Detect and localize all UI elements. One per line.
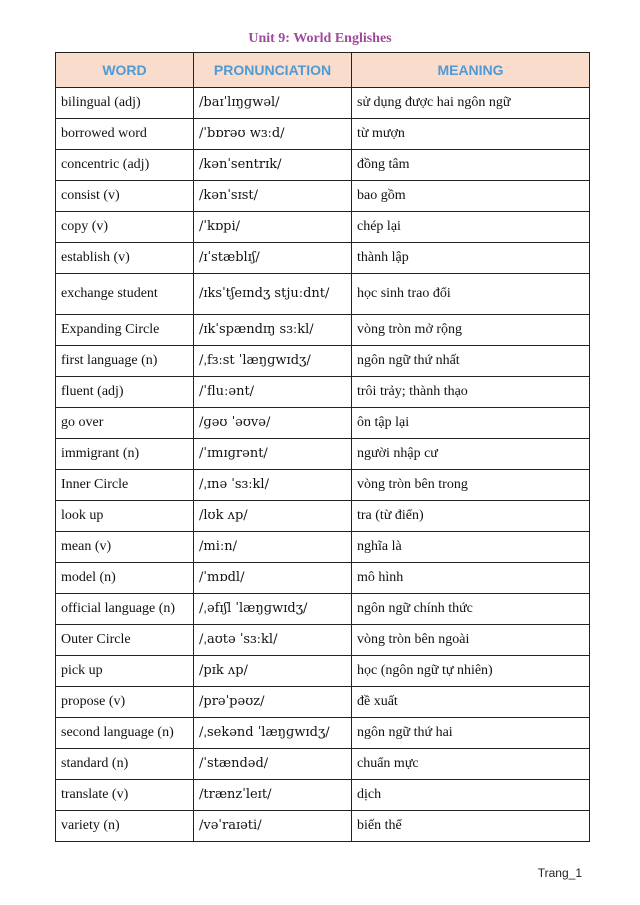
pronunciation-cell: /ɪkˈspændɪŋ sɜːkl/: [194, 315, 352, 346]
word-cell: first language (n): [56, 346, 194, 377]
table-row: [56, 718, 590, 749]
page-number: Trang_1: [537, 866, 582, 880]
word-cell: consist (v): [56, 181, 194, 212]
pronunciation-cell: /ˈɪmɪɡrənt/: [194, 439, 352, 470]
table-row: [56, 274, 590, 315]
word-cell: propose (v): [56, 687, 194, 718]
table-row: [56, 346, 590, 377]
pronunciation-cell: /ˈkɒpi/: [194, 212, 352, 243]
table-row: [56, 532, 590, 563]
pronunciation-cell: /ˌsekənd ˈlæŋɡwɪdʒ/: [194, 718, 352, 749]
meaning-cell: ôn tập lại: [352, 408, 590, 439]
pronunciation-cell: /ˈfluːənt/: [194, 377, 352, 408]
pronunciation-cell: /ˌɪnə ˈsɜːkl/: [194, 470, 352, 501]
meaning-cell: từ mượn: [352, 119, 590, 150]
word-cell: model (n): [56, 563, 194, 594]
word-cell: second language (n): [56, 718, 194, 749]
meaning-cell: ngôn ngữ chính thức: [352, 594, 590, 625]
word-cell: concentric (adj): [56, 150, 194, 181]
column-header-meaning: MEANING: [352, 53, 590, 88]
meaning-cell: trôi trảy; thành thạo: [352, 377, 590, 408]
meaning-cell: ngôn ngữ thứ nhất: [352, 346, 590, 377]
pronunciation-cell: /baɪˈlɪŋɡwəl/: [194, 88, 352, 119]
table-header-row: [56, 53, 590, 88]
meaning-cell: ngôn ngữ thứ hai: [352, 718, 590, 749]
pronunciation-cell: /ɪˈstæblɪʃ/: [194, 243, 352, 274]
vocabulary-rows: [56, 88, 590, 842]
pronunciation-cell: /trænzˈleɪt/: [194, 780, 352, 811]
table-row: [56, 501, 590, 532]
table-row: [56, 377, 590, 408]
word-cell: establish (v): [56, 243, 194, 274]
table-row: [56, 749, 590, 780]
meaning-cell: chép lại: [352, 212, 590, 243]
pronunciation-cell: /ˈstændəd/: [194, 749, 352, 780]
table-row: [56, 119, 590, 150]
word-cell: immigrant (n): [56, 439, 194, 470]
meaning-cell: nghĩa là: [352, 532, 590, 563]
table-row: [56, 811, 590, 842]
table-row: [56, 594, 590, 625]
word-cell: go over: [56, 408, 194, 439]
meaning-cell: sử dụng được hai ngôn ngữ: [352, 88, 590, 119]
table-row: [56, 181, 590, 212]
table-row: [56, 780, 590, 811]
pronunciation-cell: /kənˈsentrɪk/: [194, 150, 352, 181]
word-cell: fluent (adj): [56, 377, 194, 408]
word-cell: Expanding Circle: [56, 315, 194, 346]
pronunciation-cell: /ɪksˈtʃeɪndʒ stjuːdnt/: [194, 274, 352, 315]
word-cell: copy (v): [56, 212, 194, 243]
word-cell: variety (n): [56, 811, 194, 842]
meaning-cell: đề xuất: [352, 687, 590, 718]
page-title: Unit 9: World Englishes: [248, 31, 392, 46]
word-cell: pick up: [56, 656, 194, 687]
vocabulary-table: [55, 52, 590, 842]
table-row: [56, 408, 590, 439]
table-row: [56, 88, 590, 119]
meaning-cell: dịch: [352, 780, 590, 811]
meaning-cell: tra (từ điển): [352, 501, 590, 532]
word-cell: standard (n): [56, 749, 194, 780]
meaning-cell: bao gồm: [352, 181, 590, 212]
meaning-cell: vòng tròn bên ngoài: [352, 625, 590, 656]
word-cell: mean (v): [56, 532, 194, 563]
table-row: [56, 243, 590, 274]
word-cell: Outer Circle: [56, 625, 194, 656]
pronunciation-cell: /kənˈsɪst/: [194, 181, 352, 212]
word-cell: look up: [56, 501, 194, 532]
pronunciation-cell: /ˌaʊtə ˈsɜːkl/: [194, 625, 352, 656]
table-row: [56, 656, 590, 687]
meaning-cell: biến thể: [352, 811, 590, 842]
word-cell: exchange student: [56, 274, 194, 315]
table-row: [56, 687, 590, 718]
pronunciation-cell: /prəˈpəʊz/: [194, 687, 352, 718]
meaning-cell: vòng tròn bên trong: [352, 470, 590, 501]
word-cell: official language (n): [56, 594, 194, 625]
meaning-cell: chuẩn mực: [352, 749, 590, 780]
column-header-pronunciation: PRONUNCIATION: [194, 53, 352, 88]
word-cell: borrowed word: [56, 119, 194, 150]
meaning-cell: mô hình: [352, 563, 590, 594]
pronunciation-cell: /ˌfɜːst ˈlæŋɡwɪdʒ/: [194, 346, 352, 377]
pronunciation-cell: /ˈbɒrəʊ wɜːd/: [194, 119, 352, 150]
pronunciation-cell: /vəˈraɪəti/: [194, 811, 352, 842]
meaning-cell: học (ngôn ngữ tự nhiên): [352, 656, 590, 687]
pronunciation-cell: /lʊk ʌp/: [194, 501, 352, 532]
meaning-cell: vòng tròn mở rộng: [352, 315, 590, 346]
meaning-cell: thành lập: [352, 243, 590, 274]
meaning-cell: người nhập cư: [352, 439, 590, 470]
pronunciation-cell: /miːn/: [194, 532, 352, 563]
word-cell: bilingual (adj): [56, 88, 194, 119]
meaning-cell: học sinh trao đổi: [352, 274, 590, 315]
word-cell: Inner Circle: [56, 470, 194, 501]
word-cell: translate (v): [56, 780, 194, 811]
table-row: [56, 470, 590, 501]
table-row: [56, 439, 590, 470]
table-row: [56, 625, 590, 656]
table-row: [56, 212, 590, 243]
meaning-cell: đồng tâm: [352, 150, 590, 181]
pronunciation-cell: /pɪk ʌp/: [194, 656, 352, 687]
pronunciation-cell: /ˈmɒdl/: [194, 563, 352, 594]
table-row: [56, 150, 590, 181]
column-header-word: WORD: [56, 53, 194, 88]
table-row: [56, 563, 590, 594]
pronunciation-cell: /ˌəfɪʃl ˈlæŋɡwɪdʒ/: [194, 594, 352, 625]
pronunciation-cell: /ɡəʊ ˈəʊvə/: [194, 408, 352, 439]
table-row: [56, 315, 590, 346]
